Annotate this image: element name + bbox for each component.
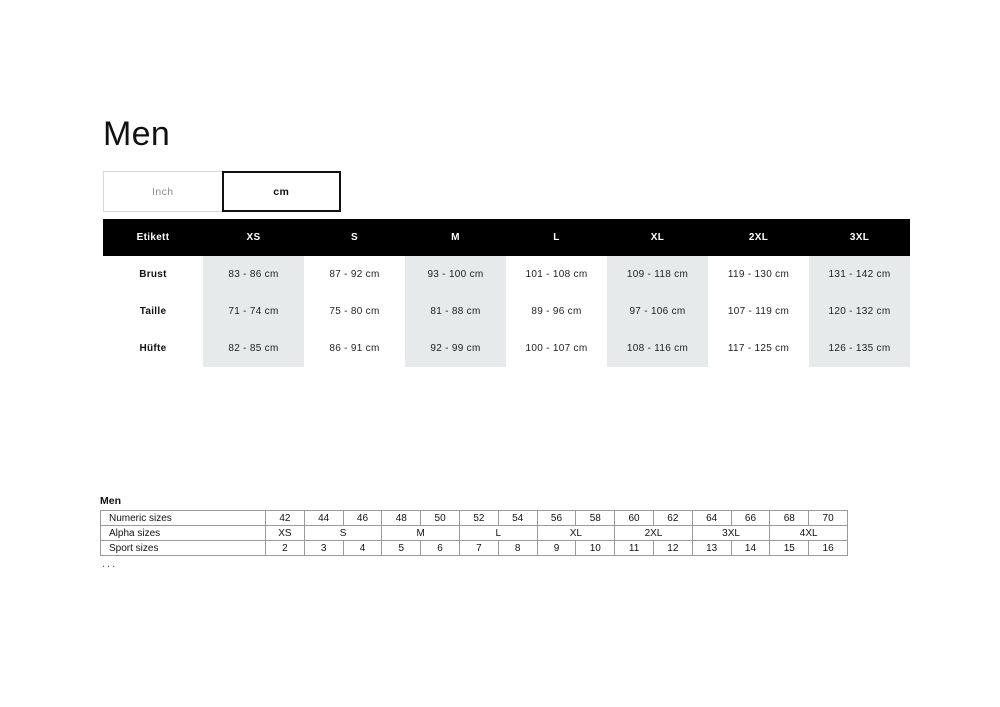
cell-taille-s: 75 - 80 cm xyxy=(329,306,380,317)
cell-huefte-3xl: 126 - 135 cm xyxy=(809,330,910,367)
conv-row-label-alpha: Alpha sizes xyxy=(101,526,266,541)
column-header-s: S xyxy=(304,219,405,256)
conv-cell-alpha-6: 3XL xyxy=(692,526,770,541)
conv-cell-sport-0: 2 xyxy=(266,541,305,556)
column-header-3xl: 3XL xyxy=(809,219,910,256)
conv-cell-alpha-3: L xyxy=(459,526,537,541)
conv-cell-numeric-7: 56 xyxy=(537,511,576,526)
cell-huefte-xl: 108 - 116 cm xyxy=(607,330,708,367)
conv-cell-alpha-4: XL xyxy=(537,526,615,541)
table-header-row xyxy=(103,219,910,256)
conv-cell-numeric-6: 54 xyxy=(498,511,537,526)
conv-cell-numeric-5: 52 xyxy=(459,511,498,526)
table-row xyxy=(103,256,910,293)
cell-brust-xl: 109 - 118 cm xyxy=(607,256,708,293)
cell-huefte-m: 92 - 99 cm xyxy=(405,330,506,367)
conv-cell-alpha-1: S xyxy=(304,526,382,541)
cell-brust-xs: 83 - 86 cm xyxy=(203,256,304,293)
cell-huefte-2xl: 117 - 125 cm xyxy=(727,343,790,354)
conversion-table xyxy=(100,510,848,556)
column-header-m: M xyxy=(405,219,506,256)
table-row xyxy=(101,511,848,526)
table-row xyxy=(101,526,848,541)
size-chart-table xyxy=(103,219,910,367)
conversion-caption: Men xyxy=(100,495,121,507)
conv-cell-numeric-12: 66 xyxy=(731,511,770,526)
cell-brust-3xl: 131 - 142 cm xyxy=(809,256,910,293)
cell-taille-m: 81 - 88 cm xyxy=(405,293,506,330)
row-label-taille: Taille xyxy=(103,293,203,330)
cell-taille-2xl: 107 - 119 cm xyxy=(727,306,790,317)
conv-cell-sport-4: 6 xyxy=(421,541,460,556)
page-title: Men xyxy=(103,114,171,153)
table-row xyxy=(103,330,910,367)
unit-tab-cm[interactable] xyxy=(222,171,342,212)
unit-tab-cm-label: cm xyxy=(273,185,290,198)
conv-cell-numeric-0: 42 xyxy=(266,511,305,526)
cell-huefte-s: 86 - 91 cm xyxy=(329,343,380,354)
conv-row-label-sport: Sport sizes xyxy=(101,541,266,556)
conv-cell-sport-5: 7 xyxy=(459,541,498,556)
cell-brust-s: 87 - 92 cm xyxy=(329,269,380,280)
size-chart-body xyxy=(103,256,910,367)
cell-huefte-xs: 82 - 85 cm xyxy=(203,330,304,367)
conv-row-label-numeric: Numeric sizes xyxy=(101,511,266,526)
conv-cell-sport-3: 5 xyxy=(382,541,421,556)
conv-cell-numeric-3: 48 xyxy=(382,511,421,526)
conv-cell-sport-2: 4 xyxy=(343,541,382,556)
row-label-brust: Brust xyxy=(103,256,203,293)
table-row xyxy=(103,293,910,330)
conversion-block xyxy=(100,495,848,570)
cell-brust-m: 93 - 100 cm xyxy=(405,256,506,293)
conv-cell-alpha-0: XS xyxy=(266,526,305,541)
unit-toggle xyxy=(103,171,341,212)
conv-cell-sport-8: 10 xyxy=(576,541,615,556)
column-header-etikett: Etikett xyxy=(103,219,203,256)
conv-cell-sport-9: 11 xyxy=(615,541,654,556)
cell-taille-l: 89 - 96 cm xyxy=(531,306,582,317)
conv-cell-sport-6: 8 xyxy=(498,541,537,556)
conv-cell-numeric-13: 68 xyxy=(770,511,809,526)
conv-cell-alpha-2: M xyxy=(382,526,460,541)
row-label-huefte: Hüfte xyxy=(103,330,203,367)
column-header-l: L xyxy=(506,219,607,256)
conv-cell-sport-11: 13 xyxy=(692,541,731,556)
cell-taille-3xl: 120 - 132 cm xyxy=(809,293,910,330)
conv-cell-numeric-4: 50 xyxy=(421,511,460,526)
conv-cell-numeric-1: 44 xyxy=(304,511,343,526)
table-row xyxy=(101,541,848,556)
conv-cell-numeric-8: 58 xyxy=(576,511,615,526)
unit-tab-inch-label: Inch xyxy=(152,185,174,198)
conv-cell-sport-14: 16 xyxy=(809,541,848,556)
unit-tab-inch[interactable] xyxy=(103,171,223,212)
conv-cell-numeric-10: 62 xyxy=(653,511,692,526)
cell-taille-xs: 71 - 74 cm xyxy=(203,293,304,330)
conv-cell-alpha-5: 2XL xyxy=(615,526,693,541)
conv-cell-sport-1: 3 xyxy=(304,541,343,556)
conv-cell-sport-10: 12 xyxy=(653,541,692,556)
cell-brust-l: 101 - 108 cm xyxy=(525,269,588,280)
conv-cell-sport-12: 14 xyxy=(731,541,770,556)
cell-taille-xl: 97 - 106 cm xyxy=(607,293,708,330)
conversion-table-body xyxy=(101,511,848,556)
conv-cell-alpha-7: 4XL xyxy=(770,526,848,541)
conv-cell-numeric-11: 64 xyxy=(692,511,731,526)
cell-huefte-l: 100 - 107 cm xyxy=(525,343,588,354)
conv-cell-numeric-9: 60 xyxy=(615,511,654,526)
column-header-2xl: 2XL xyxy=(708,219,809,256)
conv-cell-numeric-2: 46 xyxy=(343,511,382,526)
conv-cell-sport-7: 9 xyxy=(537,541,576,556)
truncation-ellipsis: ... xyxy=(102,558,118,570)
cell-brust-2xl: 119 - 130 cm xyxy=(727,269,790,280)
conv-cell-numeric-14: 70 xyxy=(809,511,848,526)
column-header-xl: XL xyxy=(607,219,708,256)
conv-cell-sport-13: 15 xyxy=(770,541,809,556)
size-chart-head xyxy=(103,219,910,256)
column-header-xs: XS xyxy=(203,219,304,256)
